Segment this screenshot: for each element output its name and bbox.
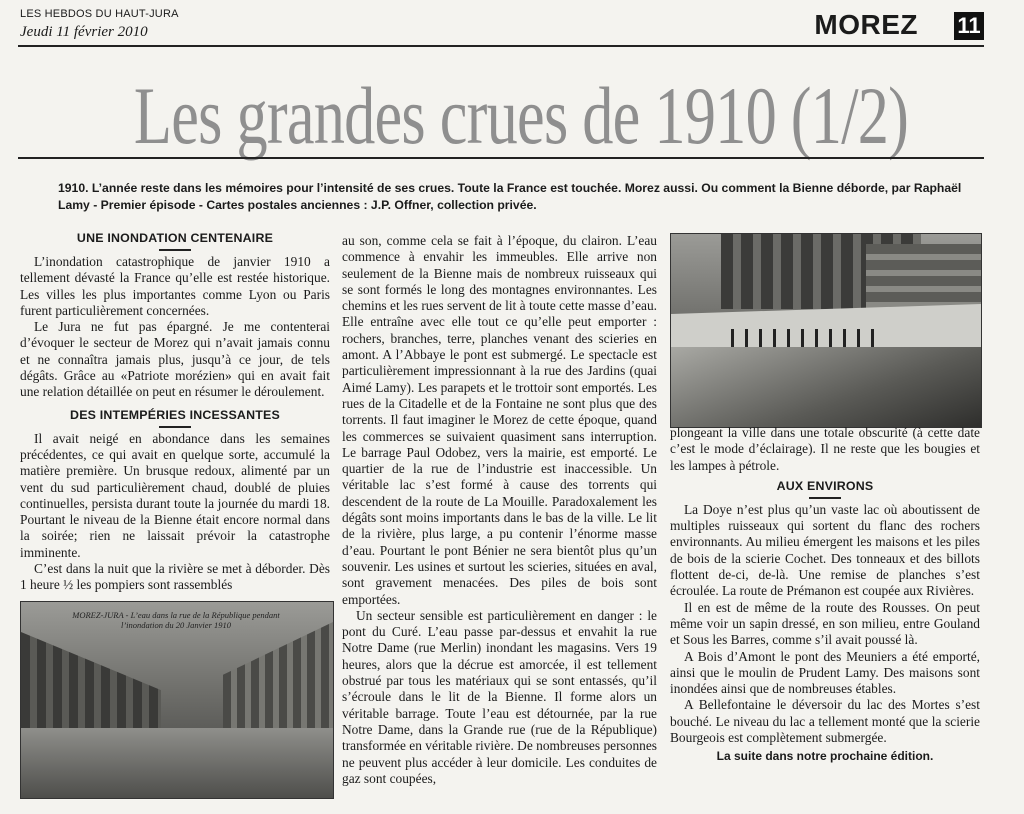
article-standfirst: 1910. L’année reste dans les mémoires pour l’intensité de ses crues. Toute la France est touchée. Morez aussi. Ou comment la Bienne déborde, par Raphaël Lamy - Premier épisode - Cartes postales anciennes : J.P. Offner, collection privée.: [58, 181, 962, 212]
photo-postcard-flood-town: [670, 233, 982, 428]
issue-date: Jeudi 11 février 2010: [20, 24, 148, 40]
section-title: MOREZ: [814, 9, 918, 40]
subheading-inondation-centenaire: UNE INONDATION CENTENAIRE: [20, 230, 330, 251]
col1-paragraph-1: L’inondation catastrophique de janvier 1910 a tellement dévasté la France qu’elle est restée historique. Les villes les plus importantes comme Lyon ou Paris furent particulièrement concernées.: [20, 254, 330, 318]
photo1-caption: MOREZ-JURA - L’eau dans la rue de la République pendant l’inondation du 20 Janvier 1910: [72, 610, 280, 630]
photo1-flooded-street: [21, 728, 333, 798]
subheading-aux-environs: AUX ENVIRONS: [670, 478, 980, 499]
subheading-intemperies: DES INTEMPÉRIES INCESSANTES: [20, 407, 330, 428]
col3-paragraph-1: plongeant la ville dans une totale obscurité (à cette date c’est le mode d’éclairage). Il ne reste que les bougies et les lampes à pétrole.: [670, 425, 980, 473]
masthead-rule: [18, 45, 984, 47]
col1-paragraph-2: Le Jura ne fut pas épargné. Je me contenterai d’évoquer le secteur de Morez qui n’avait jamais connu et ne connaîtra jamais plus, jusqu’à ce jour, de tels dégâts. Grâce au «Patriote morézien» qui en avait fait une relation détaillée on peut en résumer le déroulement.: [20, 319, 330, 400]
photo2-people: [731, 329, 881, 349]
col3-paragraph-4: A Bois d’Amont le pont des Meuniers a été emporté, ainsi que le moulin de Prudent Lamy. Des maisons sont inondées ainsi que de nombreuses étables.: [670, 648, 980, 697]
col3-paragraph-5: A Bellefontaine le déversoir du lac des Mortes s’est bouché. Le niveau du lac a tellement monté que la scierie Bourgeois est complètement submergée.: [670, 697, 980, 746]
col2-paragraph-1: au son, comme cela se fait à l’époque, du clairon. L’eau commence à envahir les immeubles. Elle arrive non seulement de la Bienne mais de nombreux ruisseaux qui se sont formés le long des montagnes environnantes. Les chemins et les rues servent de lit à toute cette masse d’eau. Elle entraîne avec elle tout ce qu’elle peut emporter : rochers, branches, terre, planches venant des scieries en amont. A l’Abbaye le pont est submergé. Le spectacle est particulièrement impressionnant à la rue des Jardins (quai Aimé Lamy). Les parapets et le trottoir sont emportés. Les rues de la Citadelle et de la Fontaine ne sont plus que des torrents. Il faut imaginer le Morez de cette époque, quand les commerces se suivaient quasiment sans interruption. Le barrage Paul Odobez, vers la mairie, est emporté. Le quartier de la rue de l’industrie est inaccessible. Un véritable lac s’est formé à cause des torrents qui descendent de la route de La Mouille. Paradoxalement les dégâts sont moins importants dans le bas de la ville. Le lit de la rivière, plus large, a pu contenir l’énorme masse d’eau. Pourtant le pont Bénier ne sera bientôt plus qu’un souvenir. Les usines et surtout les scieries, situées en aval, sont gravement menacées. Des piles de bois sont emportées.: [342, 233, 657, 607]
column-1: [20, 230, 330, 594]
col3-paragraph-3: Il en est de même de la route des Rousses. On peut même voir un sapin dressé, en son milieu, entre Gouland et Sous les Barres, comme s’il avait poussé là.: [670, 599, 980, 648]
headline-rule: [18, 157, 984, 159]
page-number: 11: [954, 12, 984, 40]
column-2: [342, 233, 657, 787]
article-headline: Les grandes crues de 1910 (1/2): [133, 70, 909, 161]
col3-paragraph-2: La Doye n’est plus qu’un vaste lac où aboutissent de multiples ruisseaux qui sortent du flanc des rochers environnants. Au milieu émergent les maisons et les piles de bois de la scierie Cochet. Des tonneaux et des billots flottent de-ci, de-là. Une remise de planches s’est écroulée. La route de Prémanon est coupée aux Rivières.: [670, 501, 980, 599]
photo2-river: [671, 347, 981, 427]
column-3: [670, 425, 980, 765]
publication-name: LES HEBDOS DU HAUT-JURA: [20, 8, 179, 20]
col2-paragraph-2: Un secteur sensible est particulièrement en danger : le pont du Curé. L’eau passe par-dessus et envahit la rue Notre Dame (rue Merlin) inondant les magasins. Vers 19 heures, alors que la décrue est amorcée, il est tellement obstrué par tous les matériaux qui se sont entassés, qu’il s’écroule dans le lit de la Bienne. Il forme alors un véritable barrage. Toute l’eau est détournée, par la rue Notre Dame, dans la Grande rue (rue de la République) transformée en véritable rivière. De nombreuses personnes ne peuvent plus accéder à leur domicile. Les conduites de gaz sont coupées,: [342, 607, 657, 786]
to-be-continued-note: La suite dans notre prochaine édition.: [716, 749, 934, 764]
col1-paragraph-3: Il avait neigé en abondance dans les semaines précédentes, ce qui avait en quelque sorte, accumulé la matière première. Un brusque redoux, alimenté par un vent du sud particulièrement chaud, doublé de pluies continuelles, persista durant toute la journée du mardi 18. Pourtant le niveau de la Bienne était encore normal dans la soirée; rien ne laissait prévoir la catastrophe imminente.: [20, 430, 330, 560]
col1-paragraph-4: C’est dans la nuit que la rivière se met à déborder. Dès 1 heure ½ les pompiers sont rassemblés: [20, 561, 330, 593]
photo-postcard-rue-republique: [20, 601, 334, 799]
